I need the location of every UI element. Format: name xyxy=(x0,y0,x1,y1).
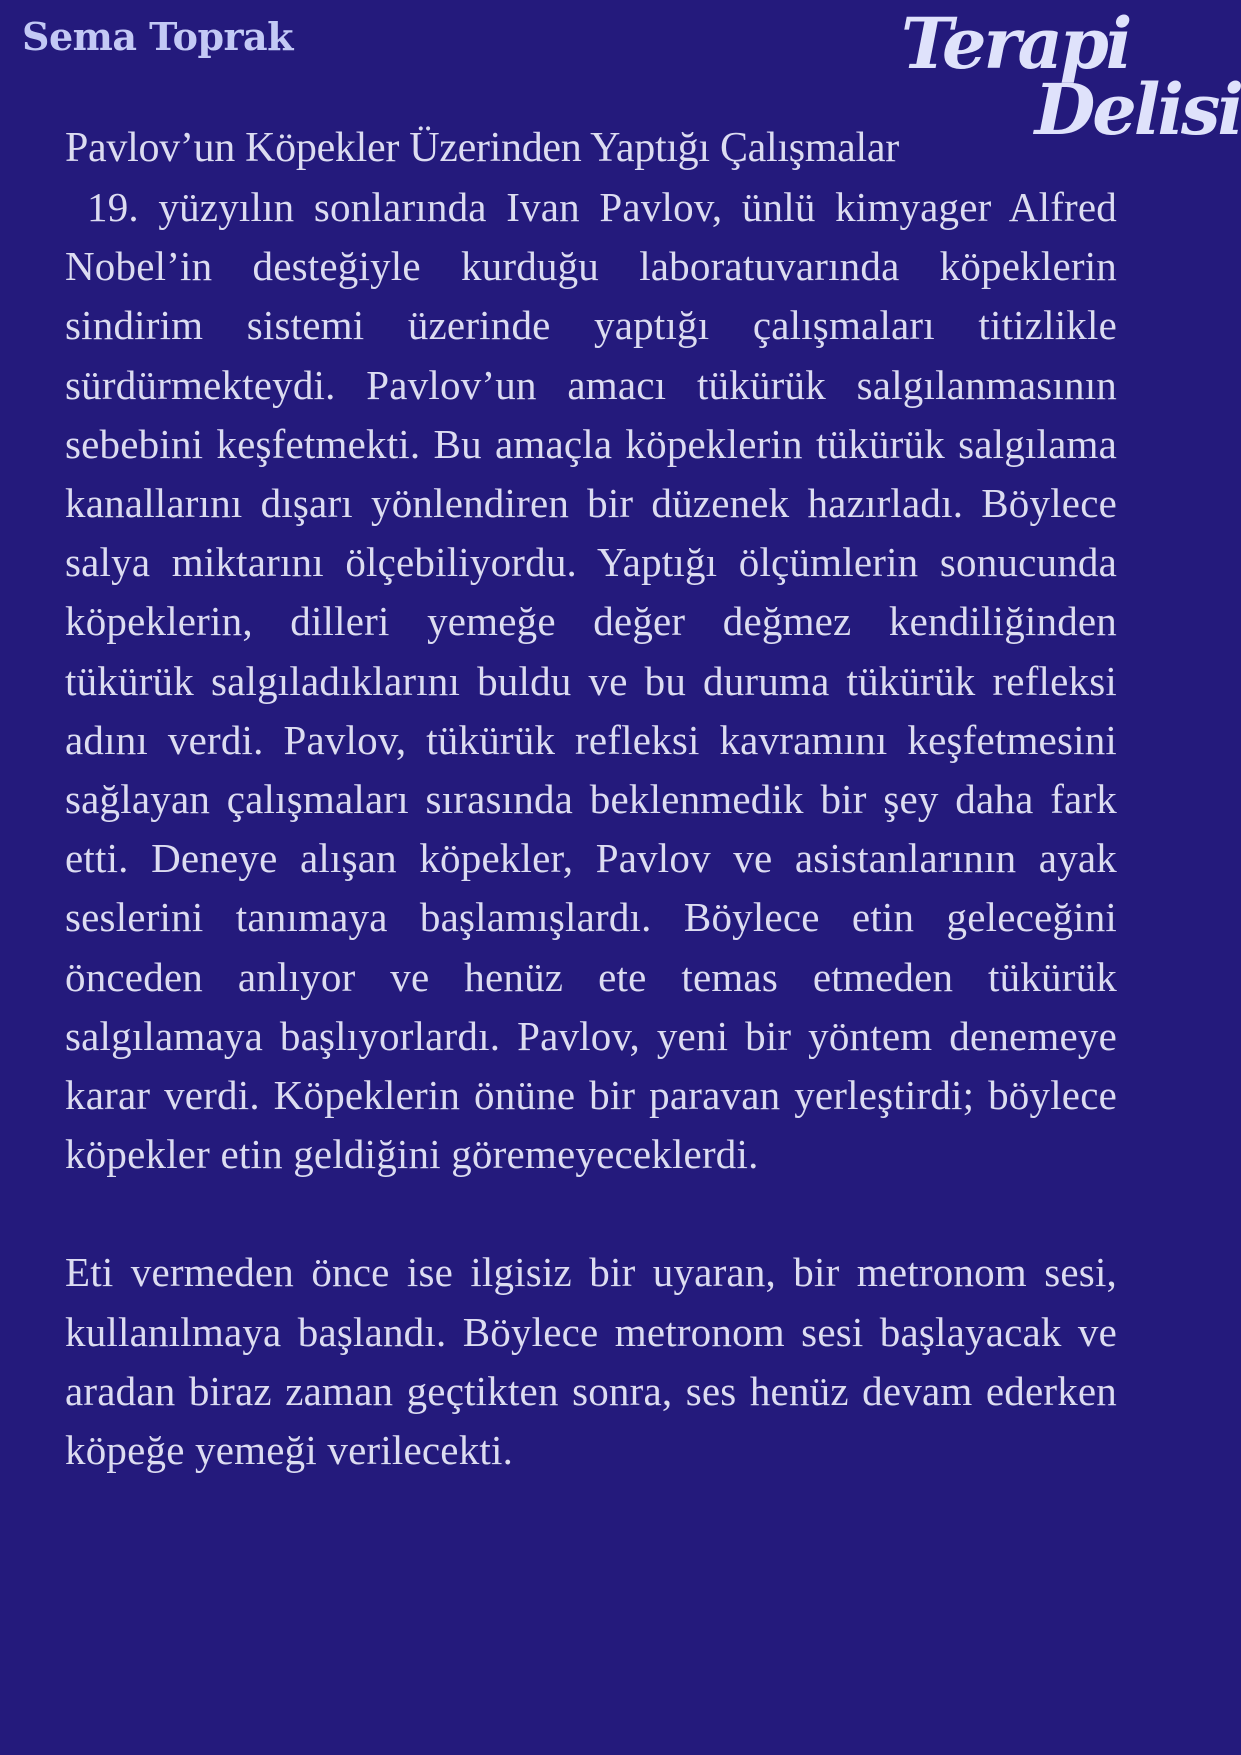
brand-logo-line2: Delisi xyxy=(1034,68,1241,151)
article-paragraph-2: Eti vermeden önce ise ilgisiz bir uyaran, bir metronom sesi, kullanılmaya başlandı. Böylece metronom sesi başlayacak ve aradan biraz zaman geçtikten sonra, ses henüz devam ederken köpeğe yemeği verilecekti. xyxy=(65,1249,1117,1474)
article-title: Pavlov’un Köpekler Üzerinden Yaptığı Çalışmalar xyxy=(65,125,899,171)
article xyxy=(65,118,1117,1480)
paragraph-spacer xyxy=(65,1184,1117,1243)
author-name: Sema Toprak xyxy=(22,14,293,59)
article-paragraph-1: 19. yüzyılın sonlarında Ivan Pavlov, ünlü kimyager Alfred Nobel’in desteğiyle kurduğu laboratuvarında köpeklerin sindirim sistemi üzerinde yaptığı çalışmaları titizlikle sürdürmekteydi. Pavlov’un amacı tükürük salgılanmasının sebebini keşfetmekti. Bu amaçla köpeklerin tükürük salgılama kanallarını dışarı yönlendiren bir düzenek hazırladı. Böylece salya miktarını ölçebiliyordu. Yaptığı ölçümlerin sonucunda köpeklerin, dilleri yemeğe değer değmez kendiliğinden tükürük salgıladıklarını buldu ve bu duruma tükürük refleksi adını verdi. Pavlov, tükürük refleksi kavramını keşfetmesini sağlayan çalışmaları sırasında beklenmedik bir şey daha fark etti. Deneye alışan köpekler, Pavlov ve asistanlarının ayak seslerini tanımaya başlamışlardı. Böylece etin geleceğini önceden anlıyor ve henüz ete temas etmeden tükürük salgılamaya başlıyorlardı. Pavlov, yeni bir yöntem denemeye karar verdi. Köpeklerin önüne bir paravan yerleştirdi; böylece köpekler etin geldiğini göremeyeceklerdi. xyxy=(65,184,1117,1178)
brand-logo-line1: Terapi xyxy=(901,2,1130,85)
